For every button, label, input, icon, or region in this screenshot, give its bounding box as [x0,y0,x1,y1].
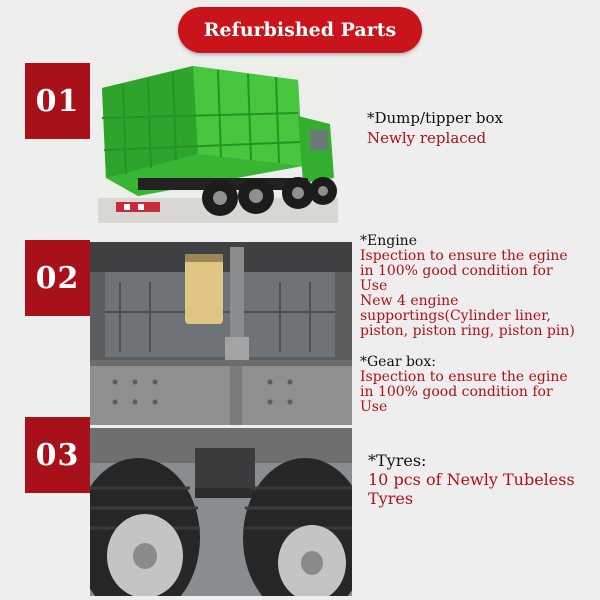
page-title [178,7,422,53]
tyres-text [368,451,575,508]
engine-photo [90,242,352,425]
gearbox-detail-line: in 100% good condition for [360,384,553,400]
gearbox-detail-line: Ispection to ensure the egine [360,369,568,385]
tyres-photo [90,428,352,596]
engine-detail-line: Ispection to ensure the egine [360,248,568,264]
tyres-detail-line: 10 pcs of Newly Tubeless [368,470,575,489]
engine-detail-line: supportings(Cylinder liner, [360,308,551,324]
page-title-text: Refurbished Parts [203,19,397,41]
engine-text [360,234,575,339]
section-number-03: 03 [25,417,90,493]
engine-detail-line: New 4 engine [360,293,459,309]
engine-detail-line: in 100% good condition for [360,263,553,279]
gearbox-heading: *Gear box: [360,354,436,370]
tyres-detail-line: Tyres [368,489,414,508]
dump-box-detail: Newly replaced [367,129,487,147]
dump-truck-photo [98,58,338,223]
gearbox-text [360,355,568,415]
engine-heading: *Engine [360,233,417,249]
gearbox-detail-line: Use [360,399,388,415]
section-01-text [367,108,503,148]
section-number-02: 02 [25,240,90,316]
section-number-01: 01 [25,63,90,139]
engine-detail-line: Use [360,278,388,294]
tyres-heading: *Tyres: [368,451,427,470]
engine-detail-line: piston, piston ring, piston pin) [360,323,575,339]
dump-box-heading: *Dump/tipper box [367,109,504,127]
